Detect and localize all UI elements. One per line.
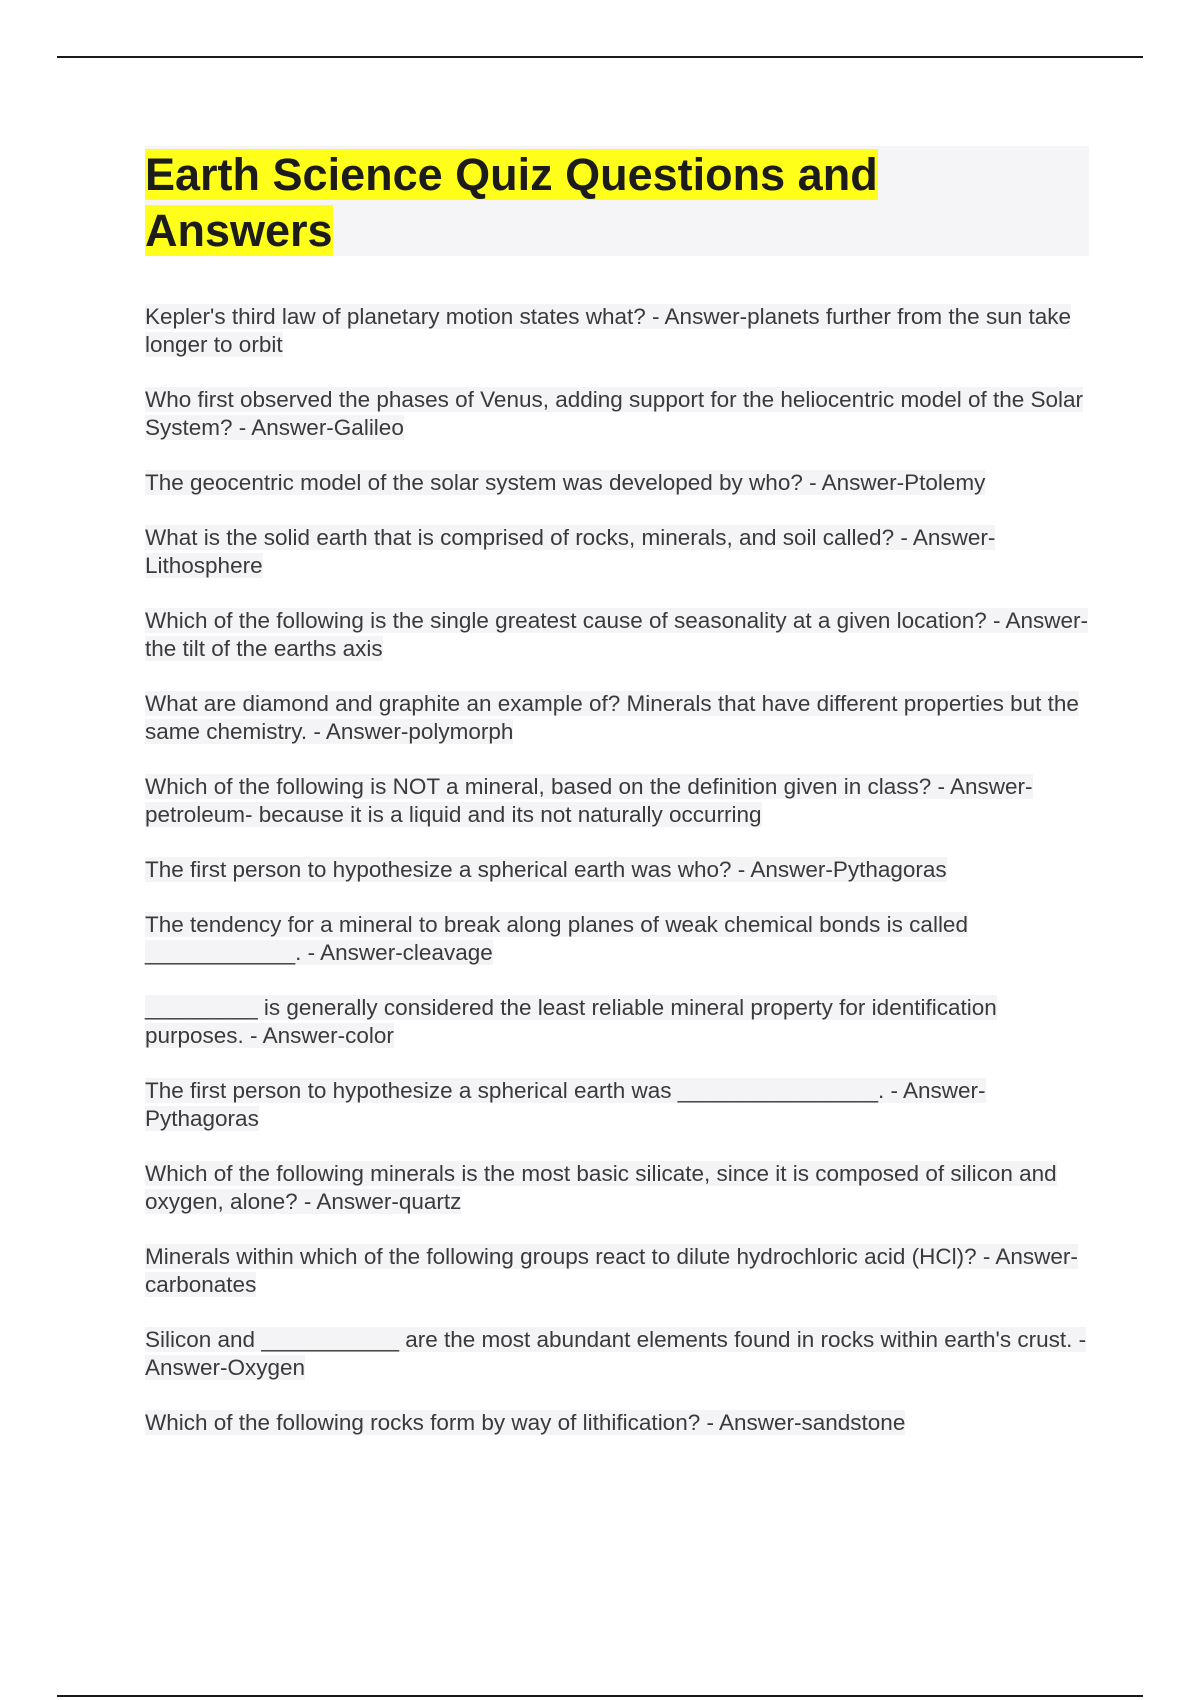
qa-item-3	[145, 469, 1090, 497]
qa-item-11	[145, 1077, 1090, 1133]
qa-item-1	[145, 303, 1090, 359]
qa-text: Minerals within which of the following groups react to dilute hydrochloric acid (HCl)? - Answer-carbonates	[145, 1244, 1078, 1297]
qa-text: The geocentric model of the solar system was developed by who? - Answer-Ptolemy	[145, 470, 986, 495]
qa-text: What are diamond and graphite an example of? Minerals that have different properties but the same chemistry. - Answer-polymorph	[145, 691, 1079, 744]
qa-text: Which of the following minerals is the most basic silicate, since it is composed of silicon and oxygen, alone? - Answer-quartz	[145, 1161, 1057, 1214]
qa-text: Kepler's third law of planetary motion states what? - Answer-planets further from the sun take longer to orbit	[145, 304, 1071, 357]
qa-text: Silicon and ___________ are the most abundant elements found in rocks within earth's crust. - Answer-Oxygen	[145, 1327, 1087, 1380]
qa-text: _________ is generally considered the least reliable mineral property for identification purposes. - Answer-color	[145, 995, 997, 1048]
qa-text: The tendency for a mineral to break along planes of weak chemical bonds is called ____________. - Answer-cleavage	[145, 912, 968, 965]
qa-item-7	[145, 773, 1090, 829]
qa-text: Which of the following is the single greatest cause of seasonality at a given location? - Answer-the tilt of the earths axis	[145, 608, 1089, 661]
qa-text: Which of the following is NOT a mineral, based on the definition given in class? - Answer-petroleum- because it is a liquid and its not naturally occurring	[145, 774, 1033, 827]
qa-text: Who first observed the phases of Venus, adding support for the heliocentric model of the Solar System? - Answer-Galileo	[145, 387, 1084, 440]
qa-item-5	[145, 607, 1090, 663]
question-answer-list	[145, 303, 1090, 1464]
qa-item-4	[145, 524, 1090, 580]
qa-text: Which of the following rocks form by way of lithification? - Answer-sandstone	[145, 1410, 906, 1435]
qa-item-12	[145, 1160, 1090, 1216]
document-title	[145, 147, 965, 259]
qa-item-8	[145, 856, 1090, 884]
qa-text: What is the solid earth that is comprised of rocks, minerals, and soil called? - Answer-Lithosphere	[145, 525, 996, 578]
qa-text: The first person to hypothesize a spherical earth was who? - Answer-Pythagoras	[145, 857, 947, 882]
qa-item-9	[145, 911, 1090, 967]
qa-item-13	[145, 1243, 1090, 1299]
top-page-rule	[57, 56, 1143, 58]
title-highlight: Earth Science Quiz Questions and Answers	[145, 149, 878, 256]
qa-item-14	[145, 1326, 1090, 1382]
bottom-page-rule	[57, 1695, 1143, 1697]
qa-item-15	[145, 1409, 1090, 1437]
qa-item-10	[145, 994, 1090, 1050]
qa-item-2	[145, 386, 1090, 442]
qa-text: The first person to hypothesize a spherical earth was ________________. - Answer-Pythagoras	[145, 1078, 986, 1131]
qa-item-6	[145, 690, 1090, 746]
